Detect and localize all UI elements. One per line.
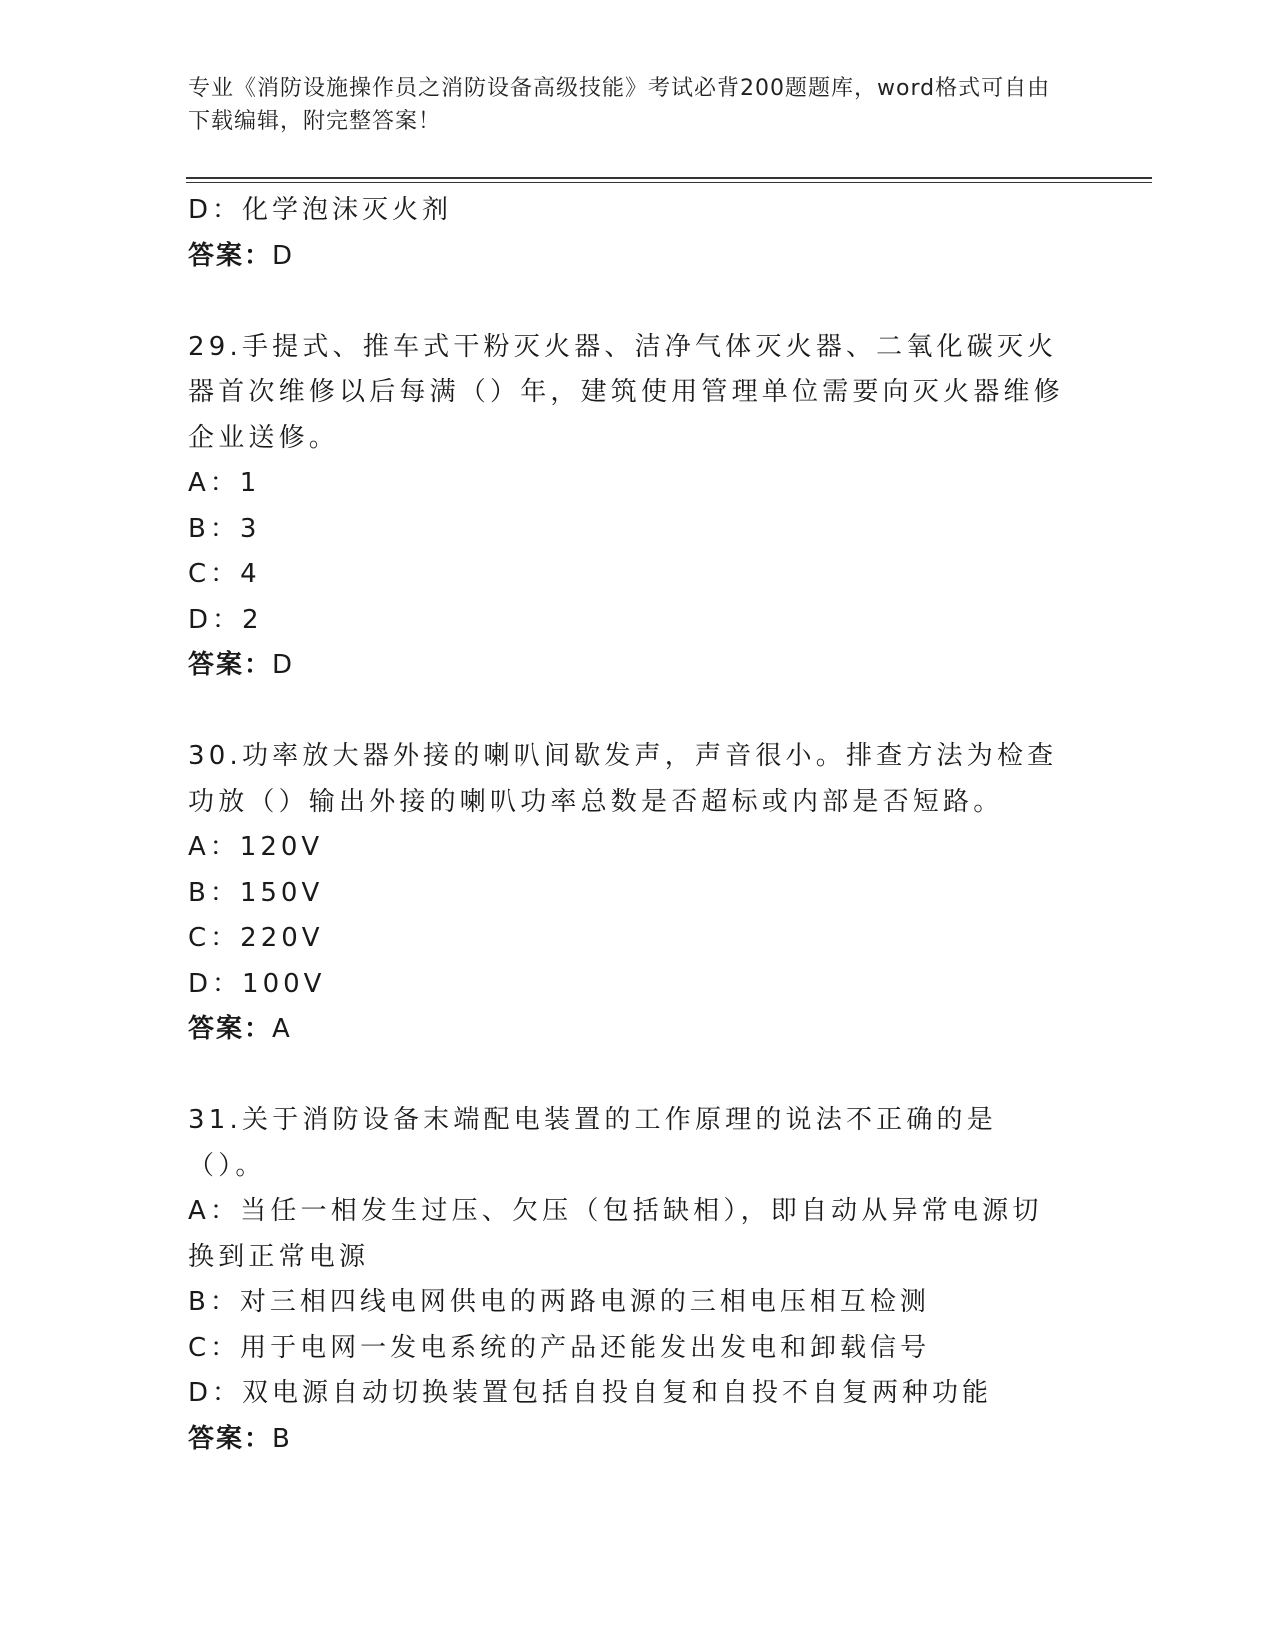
- answer-label: 答案：: [188, 650, 273, 680]
- q31-option-a: A：当任一相发生过压、欠压（包括缺相），即自动从异常电源切换到正常电源: [188, 1196, 1043, 1272]
- question-30-text: 30.功率放大器外接的喇叭间歇发声，声音很小。排查方法为检查功放（）输出外接的喇叭功率总数是否超标或内部是否短路。: [188, 741, 1058, 817]
- answer-label: 答案：: [188, 1014, 273, 1044]
- prev-answer: [188, 234, 1088, 280]
- answer-value: B: [272, 1423, 292, 1454]
- spacer: [188, 1053, 1088, 1099]
- question-31-text: 31.关于消防设备末端配电装置的工作原理的说法不正确的是（）。: [188, 1105, 997, 1181]
- header-divider: [186, 177, 1152, 179]
- q31-option-c: C：用于电网一发电系统的产品还能发出发电和卸载信号: [188, 1332, 931, 1363]
- q31-option-d: D：双电源自动切换装置包括自投自复和自投不自复两种功能: [188, 1378, 993, 1408]
- q30-option-b: B：150V: [188, 877, 324, 908]
- q29-option-b: B：3: [188, 513, 261, 544]
- answer-label: 答案：: [188, 240, 273, 271]
- prev-option-d: D：化学泡沫灭火剂: [188, 195, 453, 225]
- q29-option-a: A：1: [188, 468, 261, 498]
- q30-option-a: A：120V: [188, 832, 324, 862]
- answer-label: 答案：: [188, 1423, 273, 1454]
- question-content: [188, 188, 1088, 1462]
- answer-value: A: [272, 1014, 292, 1044]
- q31-answer: [188, 1417, 1088, 1463]
- spacer: [188, 689, 1088, 735]
- q29-option-c: C：4: [188, 559, 261, 589]
- question-29-text: 29.手提式、推车式干粉灭火器、洁净气体灭火器、二氧化碳灭火器首次维修以后每满（）年，建筑使用管理单位需要向灭火器维修企业送修。: [188, 331, 1064, 453]
- answer-value: D: [272, 240, 295, 271]
- q30-option-d: D：100V: [188, 968, 326, 999]
- page-header: 专业《消防设施操作员之消防设备高级技能》考试必背200题题库，word格式可自由下载编辑，附完整答案！: [188, 76, 1051, 134]
- q30-option-c: C：220V: [188, 923, 324, 953]
- spacer: [188, 279, 1088, 325]
- q31-option-b: B：对三相四线电网供电的两路电源的三相电压相互检测: [188, 1287, 930, 1317]
- header-divider-thin: [186, 182, 1152, 183]
- q29-option-d: D：2: [188, 604, 263, 635]
- answer-value: D: [272, 650, 295, 680]
- q29-answer: [188, 643, 1088, 689]
- q30-answer: [188, 1007, 1088, 1053]
